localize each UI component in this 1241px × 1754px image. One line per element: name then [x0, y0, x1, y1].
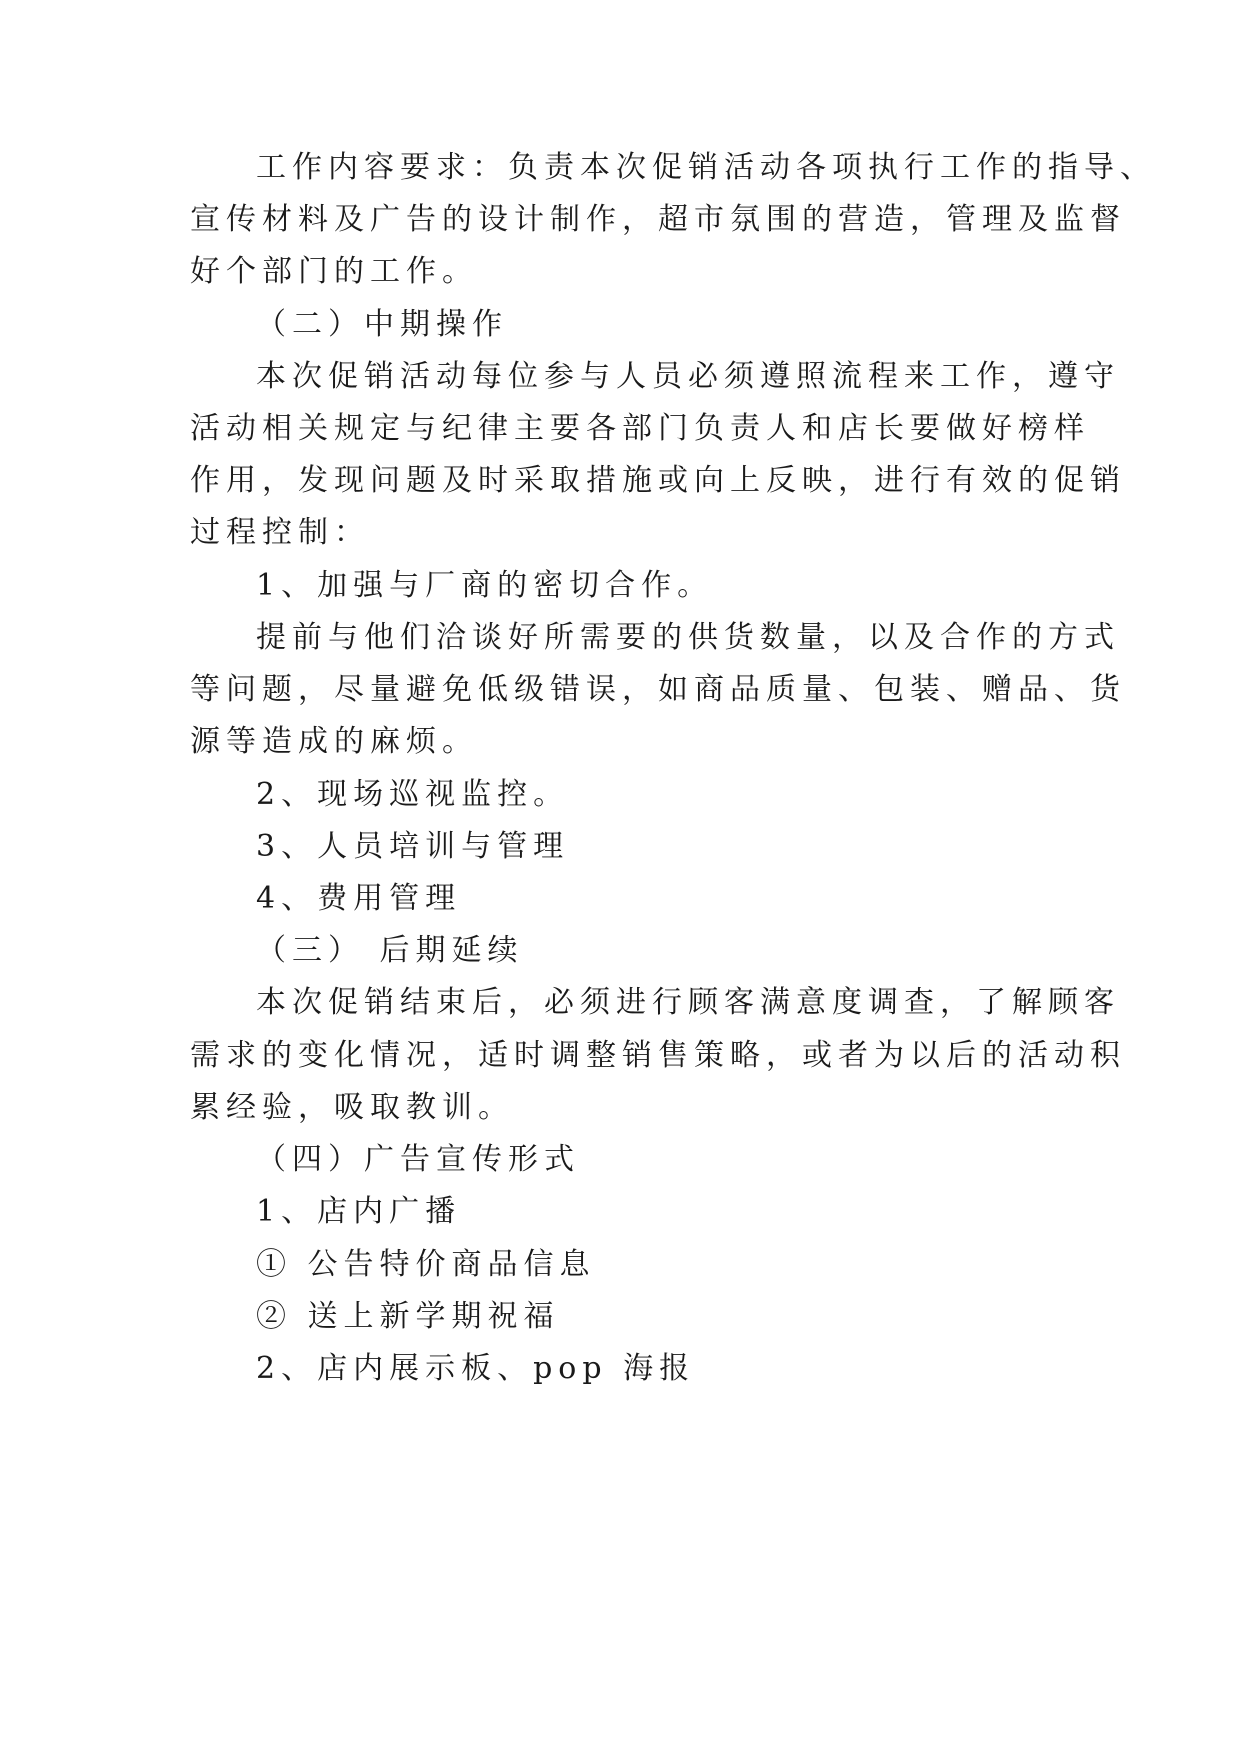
- list-item: 1、店内广播: [256, 1194, 462, 1229]
- text-line: 作用，发现问题及时采取措施或向上反映，进行有效的促销: [190, 463, 1126, 498]
- text-line: 等问题，尽量避免低级错误，如商品质量、包装、赠品、货: [190, 672, 1126, 707]
- text-line: 过程控制：: [190, 515, 370, 550]
- section-heading: （二）中期操作: [256, 307, 508, 342]
- text-line: 工作内容要求：负责本次促销活动各项执行工作的指导、: [256, 150, 1156, 185]
- section-heading: （三） 后期延续: [256, 933, 524, 968]
- text-line: 好个部门的工作。: [190, 254, 478, 289]
- text-line: 本次促销结束后，必须进行顾客满意度调查，了解顾客: [256, 985, 1120, 1020]
- list-item: 2、店内展示板、pop 海报: [256, 1351, 696, 1386]
- list-item: 3、人员培训与管理: [256, 829, 570, 864]
- section-heading: （四）广告宣传形式: [256, 1142, 580, 1177]
- text-line: 宣传材料及广告的设计制作，超市氛围的营造，管理及监督: [190, 202, 1126, 237]
- text-line: 源等造成的麻烦。: [190, 724, 478, 759]
- text-line: 提前与他们洽谈好所需要的供货数量，以及合作的方式: [256, 620, 1120, 655]
- list-item: ② 送上新学期祝福: [256, 1299, 560, 1334]
- text-line: 本次促销活动每位参与人员必须遵照流程来工作，遵守: [256, 359, 1120, 394]
- text-line: 活动相关规定与纪律主要各部门负责人和店长要做好榜样: [190, 411, 1090, 446]
- list-item: 4、费用管理: [256, 881, 462, 916]
- list-item: 1、加强与厂商的密切合作。: [256, 568, 714, 603]
- text-line: 需求的变化情况，适时调整销售策略，或者为以后的活动积: [190, 1038, 1126, 1073]
- list-item: ① 公告特价商品信息: [256, 1247, 596, 1282]
- text-line: 累经验，吸取教训。: [190, 1090, 514, 1125]
- list-item: 2、现场巡视监控。: [256, 777, 570, 812]
